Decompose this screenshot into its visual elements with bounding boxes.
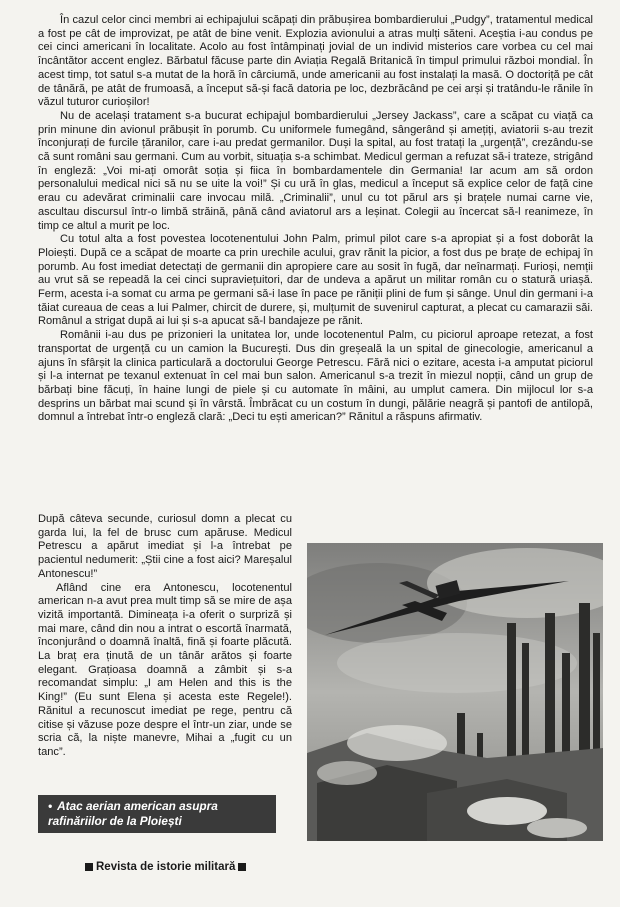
paragraph-pudgy-crew: În cazul celor cinci membri ai echipajului scăpați din prăbușirea bombardierului „Pudgy”, tratamentul medical a fost pe cât de improvizat, pe atât de bine venit. Explozia avionului a atras mulți săteni. Aceștia i-au condus pe cei cinci americani în localitate. Acolo au fost întâmpinați jovial de un individ misterios care vorbea cu cel mai încântător accent englez. Bărbatul făcuse parte din Aviația Regală Britanică în timpul primului război mondial. În acest timp, tot satul s-a mutat de la horă în cârciumă, unde americanii au fost instalați la masă. O doctoriță pe cât de tânără, pe atât de frumoasă, a început să-și facă datoria pe loc, dezbrăcând pe cei arși și tratându-le rănile în văzul tuturor curioșilor! xyxy=(38,14,593,109)
paragraph-antonescu-visit: După câteva secunde, curiosul domn a plecat cu garda lui, la fel de brusc cum apăruse. Medicul Petrescu a apărut imediat și l-a întrebat pe pacientul nedumerit: „Știi cine a fost aici? Mareșalul Antonescu!” xyxy=(38,513,292,580)
square-bullet-icon xyxy=(85,863,93,871)
paragraph-john-palm: Cu totul alta a fost povestea locotenentului John Palm, primul pilot care s-a apropiat și a fost doborât la Ploiești. După ce a scăpat de moarte ca prin urechile acului, grav rănit la picior, a fost dus pe brațe de echipaj în porumb. Au fost imediat detectați de germanii din apropiere care au sosit în fugă, dar neînarmați. Furioși, nemții au vrut să se repeadă la cei cinci supraviețuitori, dar de undeva a apărut un militar român cu o statură uriașă. Ferm, acesta i-a somat cu arma pe germani să-i lase în pace pe răniții plini de fum și sânge. Unul din germani i-a tăiat cureaua de ceas a lui Palmer, chircit de durere, și, mulțumit de suvenirul capturat, a plecat cu camarazii săi. Românul a strigat după ai lui și s-a apucat să-l bandajeze pe rănit. xyxy=(38,233,593,328)
paragraph-jersey-jackass: Nu de același tratament s-a bucurat echipajul bombardierului „Jersey Jackass”, care a scăpat cu viață ca prin minune din avionul prăbușit în porumb. Cu uniformele fumegând, sângerând și amețiți, aviatorii s-au trezit înconjurați de furcile țăranilor, care i-au predat germanilor. Duși la spital, au fost tratați la „urgență”, crezându-se că sunt români sau germani. Cum au vorbit, situația s-a schimbat. Medicul german a refuzat să-i trateze, strigând în engleză: „Voi mi-ați omorât soția și fiica în bombardamentele din Germania! Iar acum am să ordon personalului medical nici să nu se uite la voi!” Și cu ură în glas, medicul a început să explice celor de față cine erau cu adevărat criminalii care invocau milă. „Criminalii”, unul cu tot părul ars și brațele numai carne vie, ascultau discursul într-o limbă străină, până când aviatorul ars a leșinat. Colegii au încercat să-l reanimeze, în timp ce altul a murit pe loc. xyxy=(38,109,593,232)
caption-text: Atac aerian american asupra rafinăriilor de la Ploiești xyxy=(48,799,218,828)
page-footer xyxy=(82,861,249,873)
photo-caption xyxy=(38,795,276,833)
square-bullet-icon xyxy=(238,863,246,871)
article-body-full-width xyxy=(38,14,593,425)
caption-bullet: • xyxy=(48,799,53,813)
refinery-air-raid-photo xyxy=(307,543,603,841)
paragraph-bucharest-hospital: Românii i-au dus pe prizonieri la unitatea lor, unde locotenentul Palm, cu piciorul aproape retezat, a fost transportat de urgență cu un camion la București. Dus din greșeală la un spital de ginecologie, americanul a ajuns în sfârșit la clinica particulară a doctorului George Petrescu. Fără nici o ezitare, acesta i-a amputat piciorul și l-a internat pe texanul extenuat în cel mai bun salon. Americanul s-a trezit în miezul nopții, când un grup de bărbați bine făcuți, în haine lungi de piele și cu automate în mâini, au umplut camera. Din mijlocul lor s-a desprins un bărbat mai scund și în vârstă. Îmbrăcat cu un costum în dungi, pălărie neagră și pantofi de antilopă, domnul a întrebat într-o engleză clară: „Deci tu ești american?” Rănitul a răspuns afirmativ. xyxy=(38,329,593,424)
publication-name: Revista de istorie militară xyxy=(96,861,236,873)
paragraph-king-visit: Aflând cine era Antonescu, locotenentul american n-a avut prea mult timp să se mire de așa vizită importantă. Dimineața i-a oferit o surpriză și mai mare, când din nou a intrat o escortă înarmată, înconjurând o doamnă înaltă, fină și foarte plăcută. La braț era ținută de un tânăr arătos și foarte elegant. Grațioasa doamnă a zâmbit și s-a recomandat simplu: „I am Helen and this is the King!” (Eu sunt Elena și acesta este Regele!). Rănitul a recunoscut imediat pe rege, pentru că citise și văzuse poze despre el într-un ziar, unde se scria că, la niște manevre, Mihai a „fugit cu un tanc”. xyxy=(38,581,292,758)
article-body-column xyxy=(38,513,292,760)
bomber-over-refinery-illustration xyxy=(307,543,603,841)
